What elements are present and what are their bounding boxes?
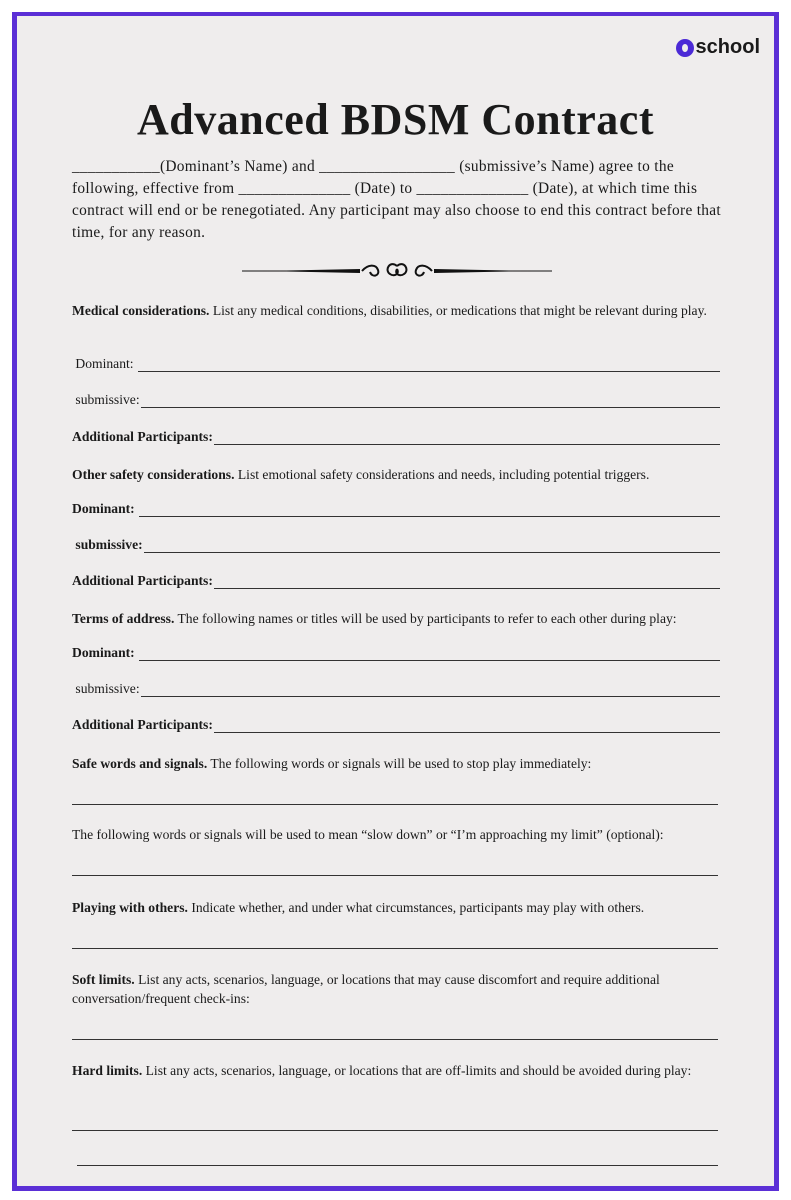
address-submissive-line[interactable] [141, 684, 720, 697]
medical-dominant-label: Dominant: [72, 356, 137, 371]
safety-section [72, 465, 732, 484]
hard-limits-line-2[interactable] [77, 1164, 718, 1166]
address-text: The following names or titles will be used by participants to refer to each other during play: [174, 611, 677, 626]
address-additional-line[interactable] [214, 720, 720, 733]
safewords-heading: Safe words and signals. [72, 756, 208, 771]
address-heading: Terms of address. [72, 611, 175, 626]
safety-additional-line[interactable] [214, 576, 720, 589]
address-dominant-line[interactable] [139, 648, 720, 661]
page-title: Advanced BDSM Contract [137, 95, 654, 144]
others-line[interactable] [72, 947, 718, 949]
safety-text: List emotional safety considerations and needs, including potential triggers. [234, 467, 650, 482]
safety-submissive-field[interactable] [72, 537, 720, 553]
medical-submissive-label: submissive: [72, 392, 140, 407]
hard-limits-section [72, 1061, 732, 1080]
safety-submissive-line[interactable] [144, 540, 720, 553]
safety-dominant-label: Dominant: [72, 501, 139, 516]
brand-logo [676, 36, 760, 59]
safewords-text: The following words or signals will be used to stop play immediately: [207, 756, 592, 771]
logo-text: school [695, 36, 760, 58]
medical-submissive-line[interactable] [141, 395, 720, 408]
address-additional-label: Additional Participants: [72, 717, 213, 732]
medical-dominant-field[interactable] [72, 356, 720, 372]
ornament-divider-icon [242, 256, 552, 286]
address-submissive-label: submissive: [72, 681, 140, 696]
medical-text: List any medical conditions, disabilities, or medications that might be relevant during play. [209, 303, 707, 318]
safety-dominant-field[interactable] [72, 501, 720, 517]
intro-paragraph: ___________(Dominant’s Name) and _________________ (submissive’s Name) agree to the following, effective from ______________ (Date) to ______________ (Date), at which time this contract will end or be renegotiated. Any participant may also choose to end this contract before that time, for any reason. [72, 158, 722, 241]
logo-icon [676, 39, 694, 57]
address-additional-field[interactable] [72, 717, 720, 733]
address-section [72, 609, 732, 628]
safety-heading: Other safety considerations. [72, 467, 235, 482]
hard-limits-line-1[interactable] [72, 1129, 718, 1131]
hard-limits-text: List any acts, scenarios, language, or locations that are off-limits and should be avoided during play: [142, 1063, 692, 1078]
safety-dominant-line[interactable] [139, 504, 720, 517]
safewords-line[interactable] [72, 803, 718, 805]
medical-submissive-field[interactable] [72, 392, 720, 408]
contract-page [12, 12, 779, 1191]
others-heading: Playing with others. [72, 900, 188, 915]
soft-limits-heading: Soft limits. [72, 972, 135, 987]
medical-additional-field[interactable] [72, 429, 720, 445]
address-dominant-field[interactable] [72, 645, 720, 661]
slowdown-text: The following words or signals will be used to mean “slow down” or “I’m approaching my limit” (optional): [72, 827, 664, 842]
slowdown-line[interactable] [72, 874, 718, 876]
safety-additional-label: Additional Participants: [72, 573, 213, 588]
medical-heading: Medical considerations. [72, 303, 210, 318]
safety-submissive-label: submissive: [72, 537, 143, 552]
address-submissive-field[interactable] [72, 681, 720, 697]
others-section [72, 898, 732, 917]
slowdown-section [72, 825, 732, 844]
soft-limits-section [72, 970, 732, 1008]
safety-additional-field[interactable] [72, 573, 720, 589]
safewords-section [72, 754, 732, 773]
medical-section [72, 301, 732, 320]
others-text: Indicate whether, and under what circumstances, participants may play with others. [187, 900, 645, 915]
address-dominant-label: Dominant: [72, 645, 139, 660]
soft-limits-line[interactable] [72, 1038, 718, 1040]
soft-limits-text: List any acts, scenarios, language, or locations that may cause discomfort and require additional conversation/frequent check-ins: [72, 972, 660, 1006]
hard-limits-heading: Hard limits. [72, 1063, 143, 1078]
medical-dominant-line[interactable] [138, 359, 720, 372]
medical-additional-label: Additional Participants: [72, 429, 213, 444]
medical-additional-line[interactable] [214, 432, 720, 445]
